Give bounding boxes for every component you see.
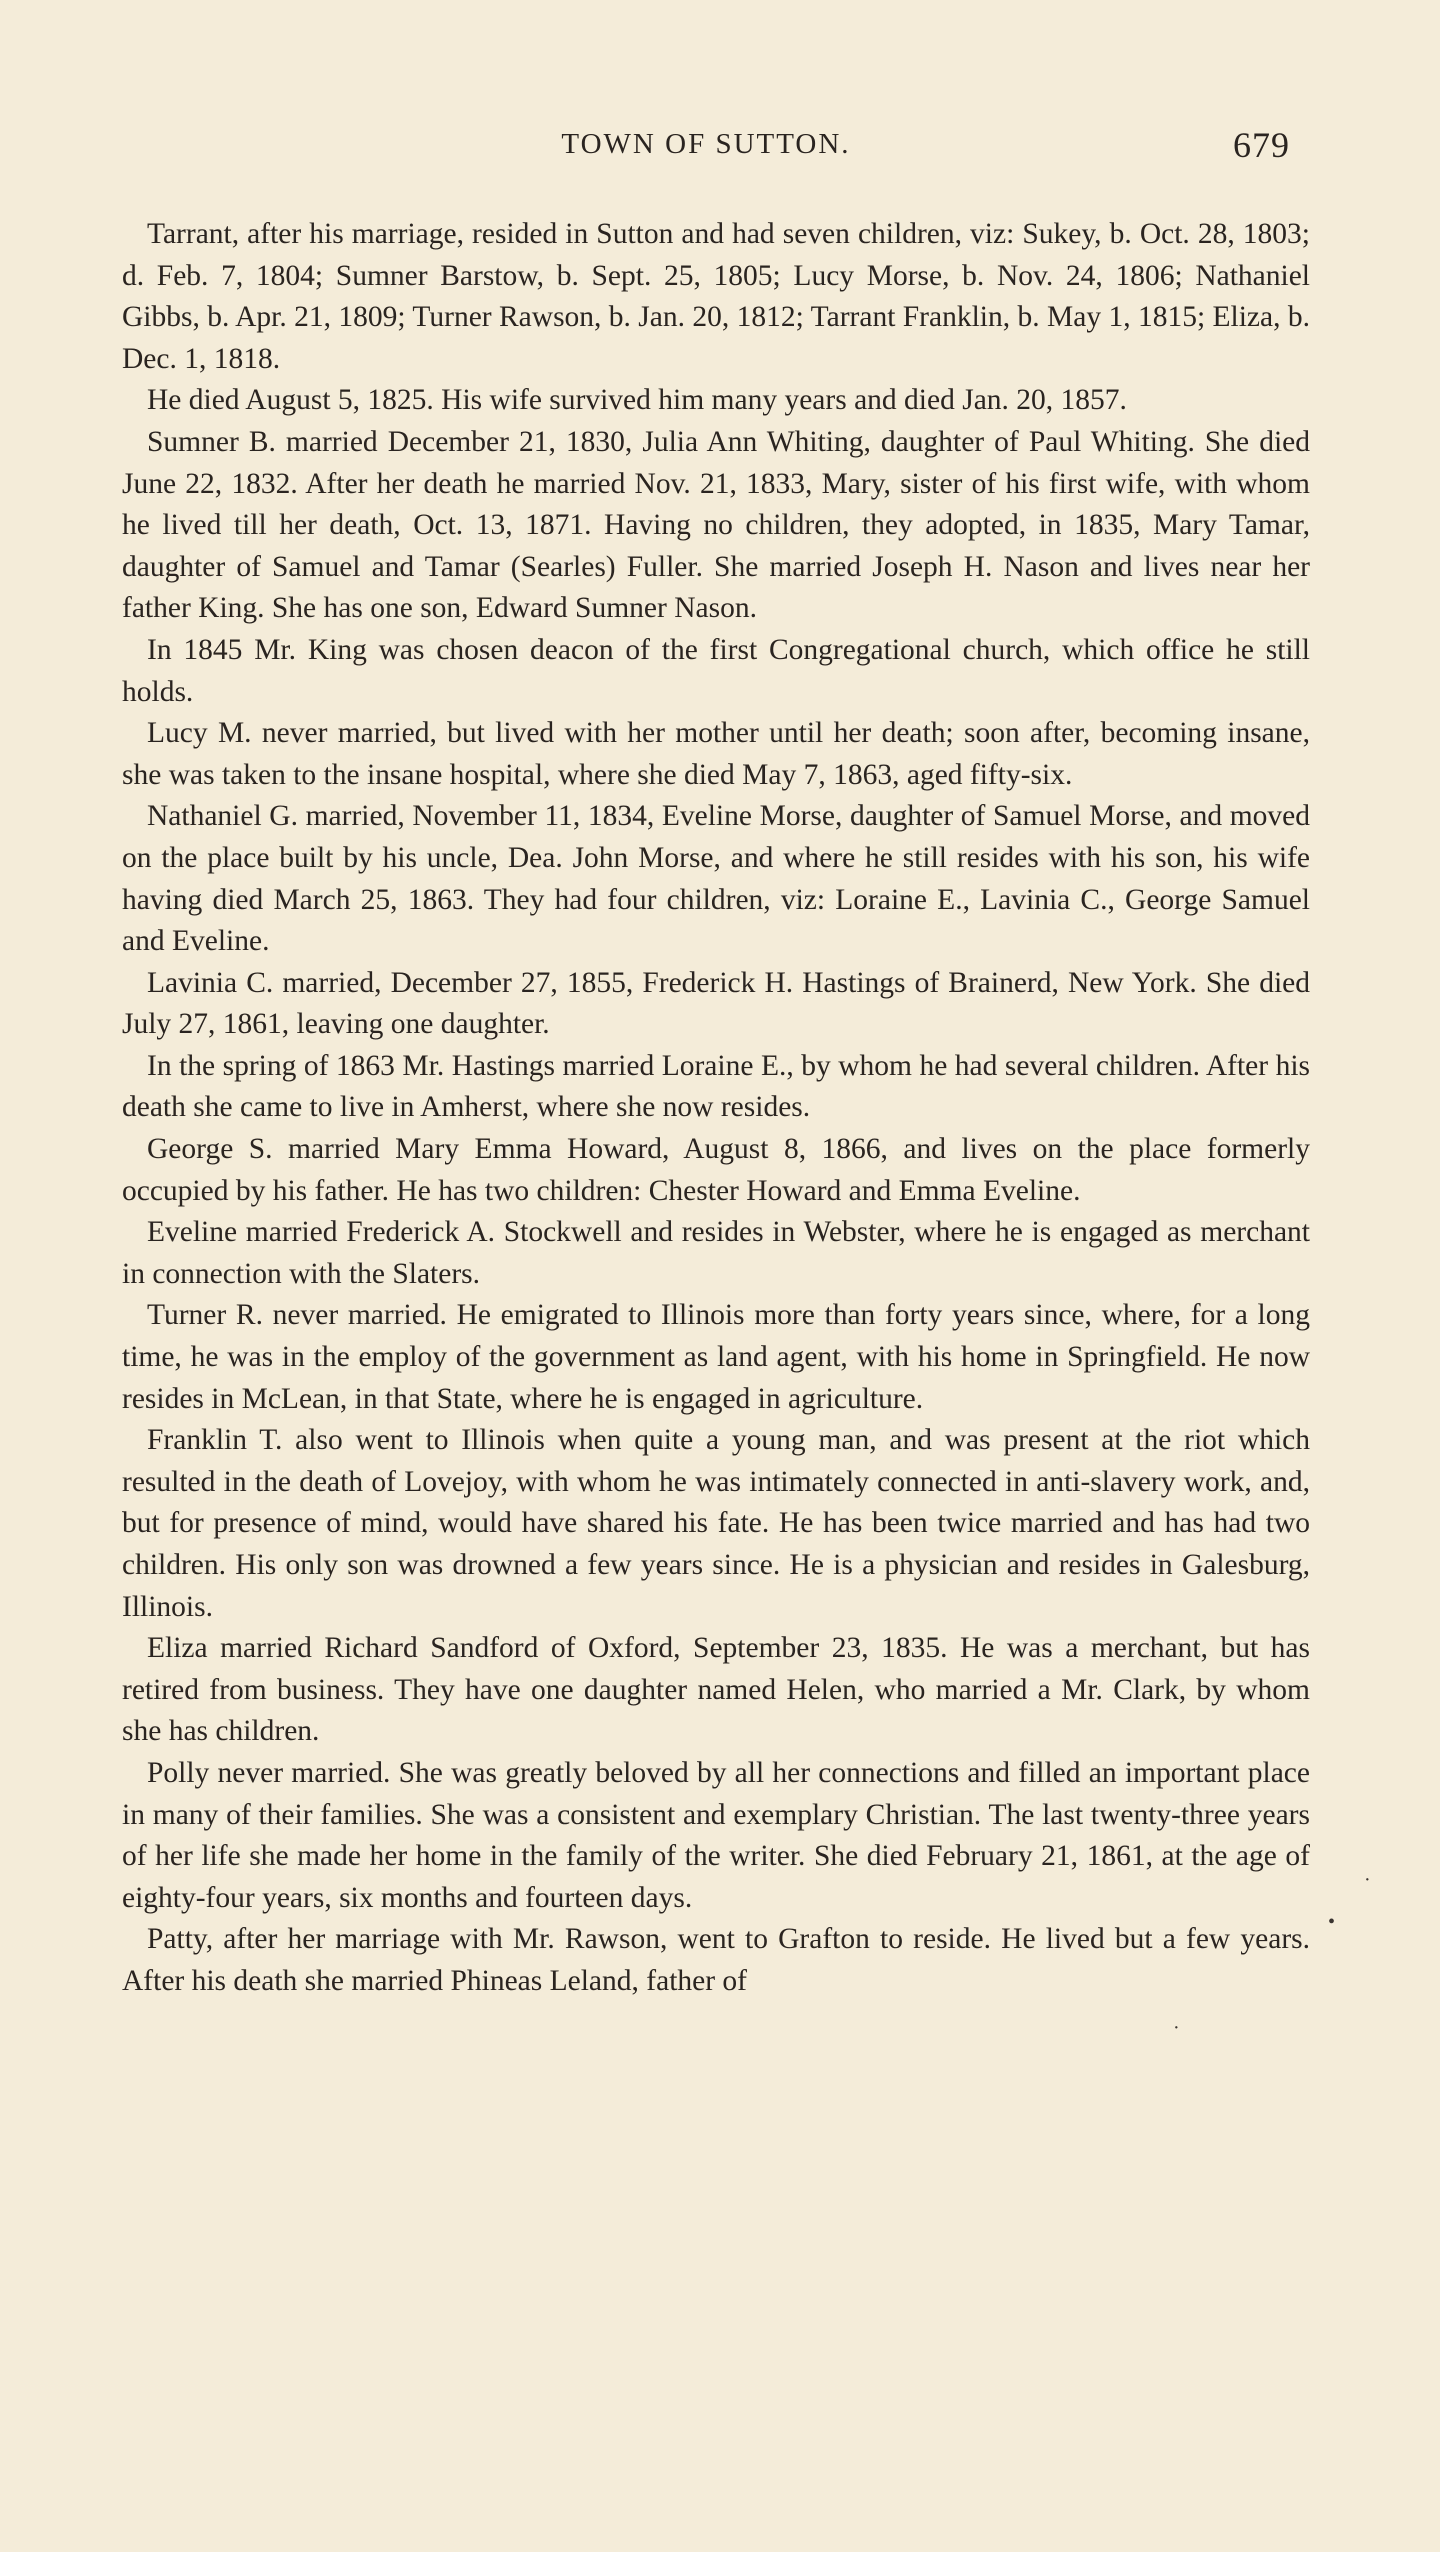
paragraph-sumner: Sumner B. married December 21, 1830, Julia Ann Whiting, daughter of Paul Whiting. She died June 22, 1832. After her death he married Nov. 21, 1833, Mary, sister of his first wife, with whom he lived till her death, Oct. 13, 1871. Having no children, they adopted, in 1835, Mary Tamar, daughter of Samuel and Tamar (Searles) Fuller. She married Joseph H. Nason and lives near her father King. She has one son, Edward Sumner Nason. bbox=[122, 425, 1310, 625]
margin-speck-mark: • bbox=[1328, 1911, 1336, 1933]
paragraph-patty: Patty, after her marriage with Mr. Rawson, went to Grafton to reside. He lived but a few years. After his death she married Phineas Leland, father of bbox=[122, 1923, 1310, 1997]
paragraph-tarrant-children: Tarrant, after his marriage, resided in Sutton and had seven children, viz: Sukey, b. Oct. 28, 1803; d. Feb. 7, 1804; Sumner Barstow, b. Sept. 25, 1805; Lucy Morse, b. Nov. 24, 1806; Nathaniel Gibbs, b. Apr. 21, 1809; Turner Rawson, b. Jan. 20, 1812; Tarrant Franklin, b. May 1, 1815; Eliza, b. Dec. 1, 1818. bbox=[122, 218, 1310, 375]
paragraph-franklin: Franklin T. also went to Illinois when quite a young man, and was present at the riot which resulted in the death of Lovejoy, with whom he was intimately connected in anti-slavery work, and, but for presence of mind, would have shared his fate. He has been twice married and has had two children. His only son was drowned a few years since. He is a physician and resides in Galesburg, Illinois. bbox=[122, 1424, 1310, 1623]
paragraph-nathaniel: Nathaniel G. married, November 11, 1834, Eveline Morse, daughter of Samuel Morse, and moved on the place built by his uncle, Dea. John Morse, and where he still resides with his son, his wife having died March 25, 1863. They had four children, viz: Loraine E., Lavinia C., George Samuel and Eveline. bbox=[122, 800, 1310, 958]
paragraph-george: George S. married Mary Emma Howard, August 8, 1866, and lives on the place formerly occupied by his father. He has two children: Chester Howard and Emma Eveline. bbox=[122, 1133, 1310, 1207]
paragraph-deacon: In 1845 Mr. King was chosen deacon of the first Congregational church, which office he still holds. bbox=[122, 633, 1310, 708]
paragraph-eliza: Eliza married Richard Sandford of Oxford, September 23, 1835. He was a merchant, but has retired from business. They have one daughter named Helen, who married a Mr. Clark, by whom she has children. bbox=[122, 1632, 1310, 1748]
margin-speck-mark: · bbox=[1364, 1869, 1371, 1891]
paragraph-loraine: In the spring of 1863 Mr. Hastings married Loraine E., by whom he had several children. After his death she came to live in Amherst, where she now resides. bbox=[122, 1049, 1310, 1124]
paragraph-lavinia: Lavinia C. married, December 27, 1855, Frederick H. Hastings of Brainerd, New York. She died July 27, 1861, leaving one daughter. bbox=[122, 966, 1310, 1041]
paragraph-lucy: Lucy M. never married, but lived with her mother until her death; soon after, becoming insane, she was taken to the insane hospital, where she died May 7, 1863, aged fifty-six. bbox=[122, 717, 1310, 791]
margin-speck-mark: · bbox=[1173, 2017, 1180, 2039]
body-text bbox=[122, 214, 1310, 2003]
paragraph-turner: Turner R. never married. He emigrated to Illinois more than forty years since, where, for a long time, he was in the employ of the government as land agent, with his home in Springfield. He now resides in McLean, in that State, where he is engaged in agriculture. bbox=[122, 1299, 1310, 1415]
page-header bbox=[122, 125, 1290, 172]
paragraph-eveline: Eveline married Frederick A. Stockwell and resides in Webster, where he is engaged as merchant in connection with the Slaters. bbox=[122, 1216, 1310, 1290]
paragraph-polly: Polly never married. She was greatly beloved by all her connections and filled an important place in many of their families. She was a consistent and exemplary Christian. The last twenty-three years of her life she made her home in the family of the writer. She died February 21, 1861, at the age of eighty-four years, six months and fourteen days. bbox=[122, 1756, 1310, 1914]
paragraph-tarrant-death: He died August 5, 1825. His wife survived him many years and died Jan. 20, 1857. bbox=[147, 384, 1127, 417]
running-title: TOWN OF SUTTON. bbox=[561, 128, 851, 160]
page-number: 679 bbox=[1233, 125, 1290, 165]
